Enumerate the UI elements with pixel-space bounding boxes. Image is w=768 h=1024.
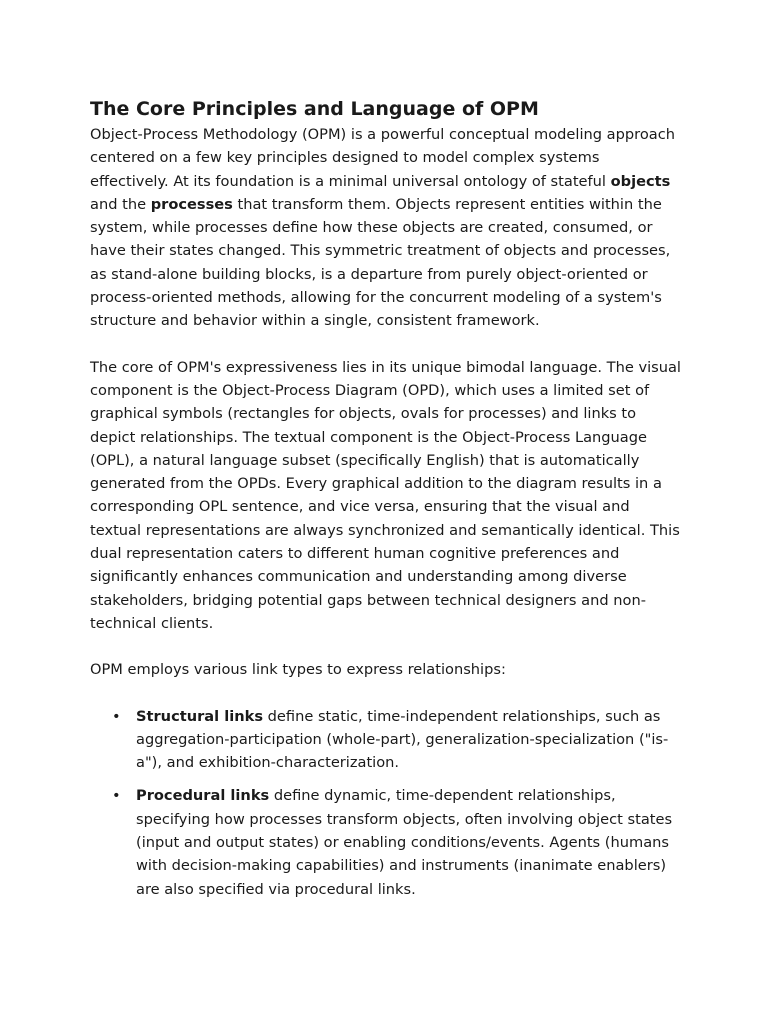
list-item-term: Procedural links (136, 787, 270, 805)
list-item-structural-links (112, 705, 682, 775)
bullet-icon: • (112, 707, 121, 725)
paragraph-intro-text-2: and the (90, 195, 151, 213)
term-processes: processes (150, 195, 233, 213)
paragraph-links-intro: OPM employs various link types to express relationships: (90, 661, 506, 679)
paragraph-intro-text-3: that transform them. Objects represent entities within the system, while processes define how these objects are created, consumed, or have their states changed. This symmetric treatment of objects and processes, as stand-alone building blocks, is a departure from purely object-oriented or process-oriented methods, allowing for the concurrent modeling of a system's structure and behavior within a single, consistent framework. (90, 195, 671, 330)
document-title: The Core Principles and Language of OPM (90, 98, 539, 120)
link-types-list (90, 705, 682, 901)
paragraph-intro (90, 123, 682, 333)
list-item-text: define dynamic, time-dependent relationships, specifying how processes transform objects, often involving object states (input and output states) or enabling conditions/events. Agents (humans with decision-making capabilities) and instruments (inanimate enablers) are also specified via procedural links. (136, 787, 673, 898)
list-item-text: define static, time-independent relationships, such as aggregation-participation (whole-part), generalization-specialization ("is-a"), and exhibition-characterization. (136, 707, 669, 772)
paragraph-language: The core of OPM's expressiveness lies in its unique bimodal language. The visual component is the Object-Process Diagram (OPD), which uses a limited set of graphical symbols (rectangles for objects, ovals for processes) and links to depict relationships. The textual component is the Object-Process Language (OPL), a natural language subset (specifically English) that is automatically generated from the OPDs. Every graphical addition to the diagram results in a corresponding OPL sentence, and vice versa, ensuring that the visual and textual representations are always synchronized and semantically identical. This dual representation caters to different human cognitive preferences and significantly enhances communication and understanding among diverse stakeholders, bridging potential gaps between technical designers and non-technical clients. (90, 358, 681, 632)
list-item-procedural-links (112, 784, 682, 900)
term-objects: objects (610, 172, 671, 190)
document-page (90, 96, 682, 911)
paragraph-intro-text-1: Object-Process Methodology (OPM) is a powerful conceptual modeling approach centered on a few key principles designed to model complex systems effectively. At its foundation is a minimal universal ontology of stateful (90, 126, 675, 190)
list-item-term: Structural links (136, 707, 264, 725)
bullet-icon: • (112, 787, 121, 805)
